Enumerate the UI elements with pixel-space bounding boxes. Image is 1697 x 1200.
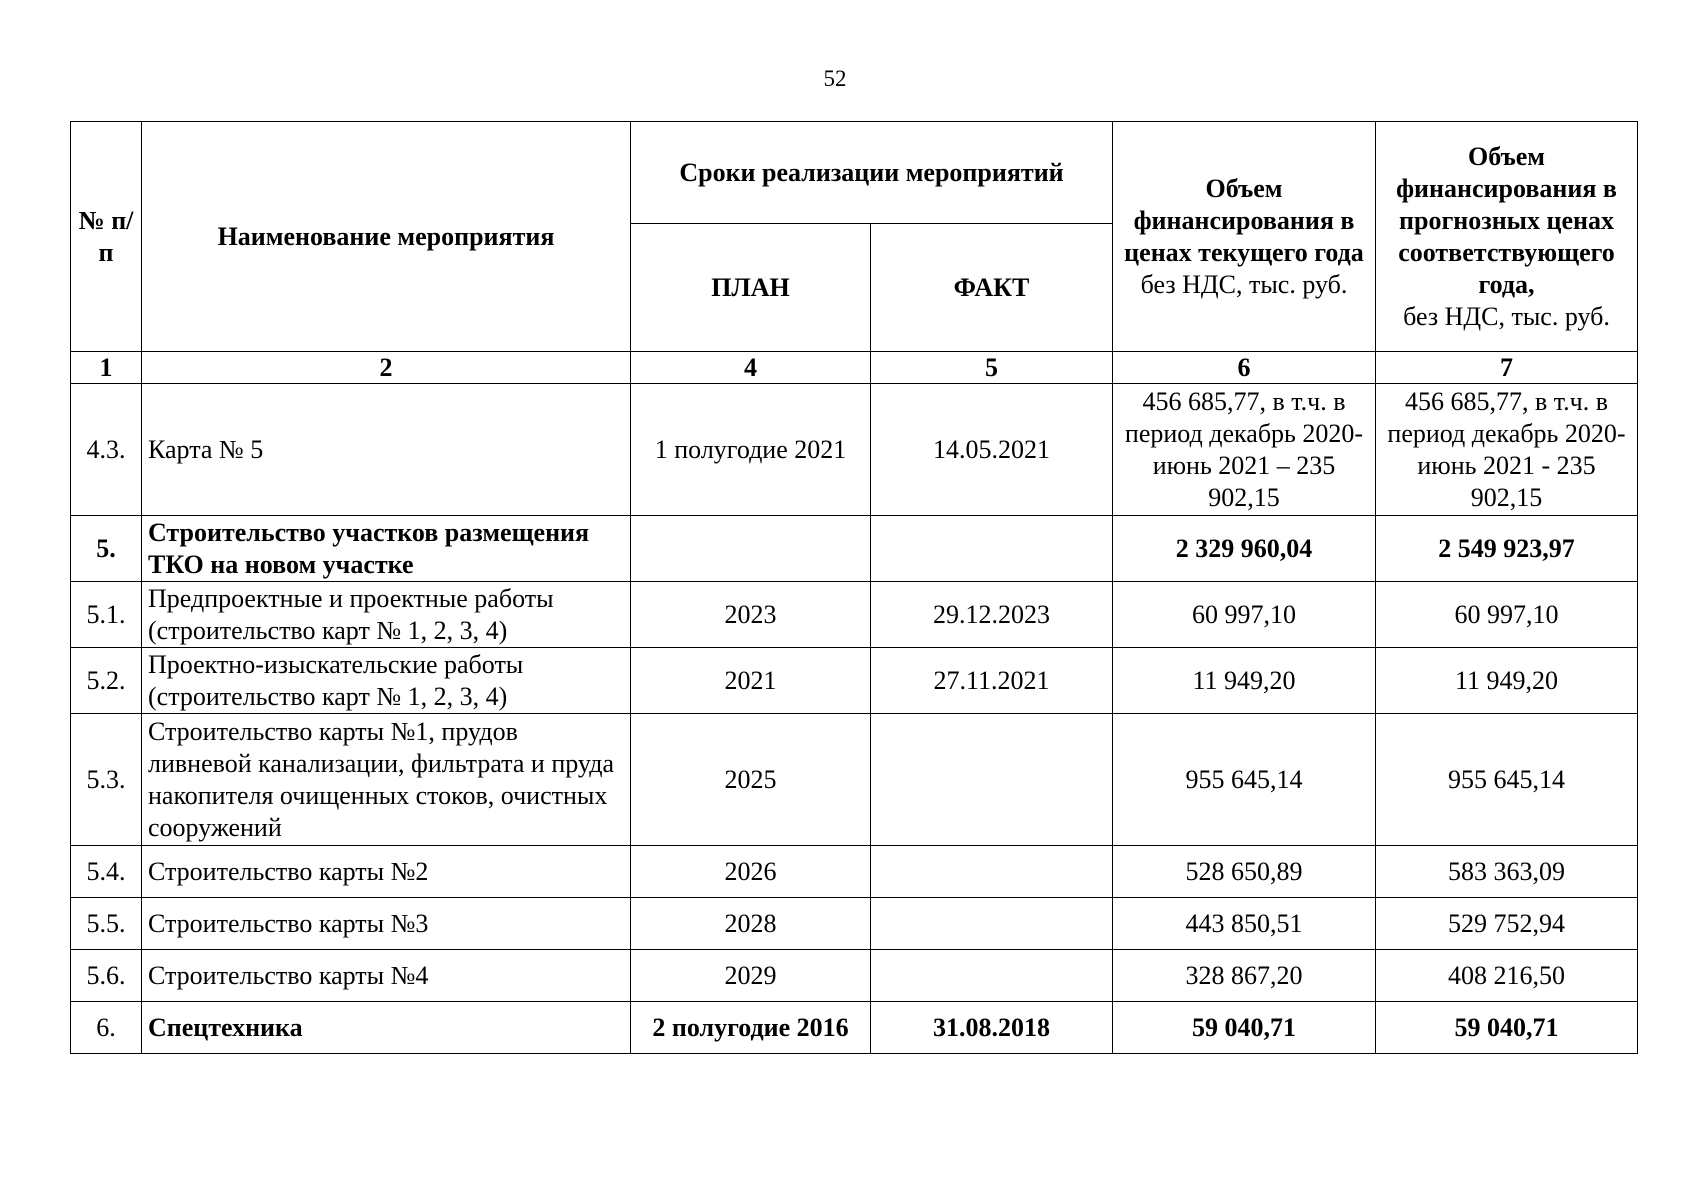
table-row [71,648,1638,714]
row-volume-current: 443 850,51 [1113,898,1376,950]
row-num: 4.3. [71,384,142,516]
table-row [71,846,1638,898]
row-volume-current: 59 040,71 [1113,1002,1376,1054]
header-volume-current [1113,122,1376,352]
header-volume-forecast [1376,122,1638,352]
row-name: Строительство карты №4 [142,950,631,1002]
col-number: 7 [1376,352,1638,384]
row-name: Предпроектные и проектные работы (строительство карт № 1, 2, 3, 4) [142,582,631,648]
row-volume-forecast: 2 549 923,97 [1376,516,1638,582]
row-volume-current: 2 329 960,04 [1113,516,1376,582]
col-number: 2 [142,352,631,384]
row-plan: 2 полугодие 2016 [631,1002,871,1054]
row-num: 5.1. [71,582,142,648]
row-volume-forecast: 59 040,71 [1376,1002,1638,1054]
row-plan: 2028 [631,898,871,950]
row-fact [871,898,1113,950]
row-name: Строительство карты №3 [142,898,631,950]
table-row [71,1002,1638,1054]
row-volume-current: 955 645,14 [1113,714,1376,846]
col-number: 1 [71,352,142,384]
table-row [71,516,1638,582]
row-num: 5.5. [71,898,142,950]
row-name: Строительство участков размещения ТКО на новом участке [142,516,631,582]
row-fact: 14.05.2021 [871,384,1113,516]
row-plan: 2025 [631,714,871,846]
page-number: 52 [823,66,847,91]
header-volume-current-title: Объем финансирования в ценах текущего года [1124,173,1364,267]
header-plan: ПЛАН [631,224,871,352]
header-volume-current-unit: без НДС, тыс. руб. [1140,269,1348,299]
table-row [71,714,1638,846]
row-plan: 2026 [631,846,871,898]
header-terms: Сроки реализации мероприятий [631,122,1113,224]
row-fact: 31.08.2018 [871,1002,1113,1054]
row-num: 5. [71,516,142,582]
row-plan: 1 полугодие 2021 [631,384,871,516]
row-name: Карта № 5 [142,384,631,516]
table-row [71,582,1638,648]
measures-table [70,121,1638,1054]
row-volume-forecast: 456 685,77, в т.ч. в период декабрь 2020-июнь 2021 - 235 902,15 [1376,384,1638,516]
row-num: 5.6. [71,950,142,1002]
row-volume-current: 60 997,10 [1113,582,1376,648]
table-row [71,950,1638,1002]
row-volume-current: 528 650,89 [1113,846,1376,898]
table-row [71,898,1638,950]
row-volume-current: 328 867,20 [1113,950,1376,1002]
col-number: 6 [1113,352,1376,384]
row-volume-forecast: 583 363,09 [1376,846,1638,898]
row-num: 6. [71,1002,142,1054]
row-num: 5.4. [71,846,142,898]
row-fact [871,714,1113,846]
row-num: 5.3. [71,714,142,846]
col-number: 5 [871,352,1113,384]
row-volume-forecast: 11 949,20 [1376,648,1638,714]
row-fact [871,950,1113,1002]
row-name: Проектно-изыскательские работы (строительство карт № 1, 2, 3, 4) [142,648,631,714]
row-name: Строительство карты №1, прудов ливневой канализации, фильтрата и пруда накопителя очищенных стоков, очистных сооружений [142,714,631,846]
row-plan: 2023 [631,582,871,648]
row-name: Строительство карты №2 [142,846,631,898]
row-num: 5.2. [71,648,142,714]
row-volume-forecast: 955 645,14 [1376,714,1638,846]
header-volume-forecast-title: Объем финансирования в прогнозных ценах соответствующего года, [1396,141,1617,299]
row-plan [631,516,871,582]
row-name: Спецтехника [142,1002,631,1054]
header-volume-forecast-unit: без НДС, тыс. руб. [1403,301,1610,331]
row-fact [871,516,1113,582]
row-volume-current: 456 685,77, в т.ч. в период декабрь 2020-июнь 2021 – 235 902,15 [1113,384,1376,516]
row-volume-forecast: 529 752,94 [1376,898,1638,950]
header-fact: ФАКТ [871,224,1113,352]
header-name: Наименование мероприятия [142,122,631,352]
row-volume-current: 11 949,20 [1113,648,1376,714]
row-fact: 27.11.2021 [871,648,1113,714]
col-number: 4 [631,352,871,384]
row-fact [871,846,1113,898]
column-numbers-row [71,352,1638,384]
row-fact: 29.12.2023 [871,582,1113,648]
table-row [71,384,1638,516]
row-plan: 2021 [631,648,871,714]
row-volume-forecast: 408 216,50 [1376,950,1638,1002]
header-num: № п/п [71,122,142,352]
row-volume-forecast: 60 997,10 [1376,582,1638,648]
row-plan: 2029 [631,950,871,1002]
